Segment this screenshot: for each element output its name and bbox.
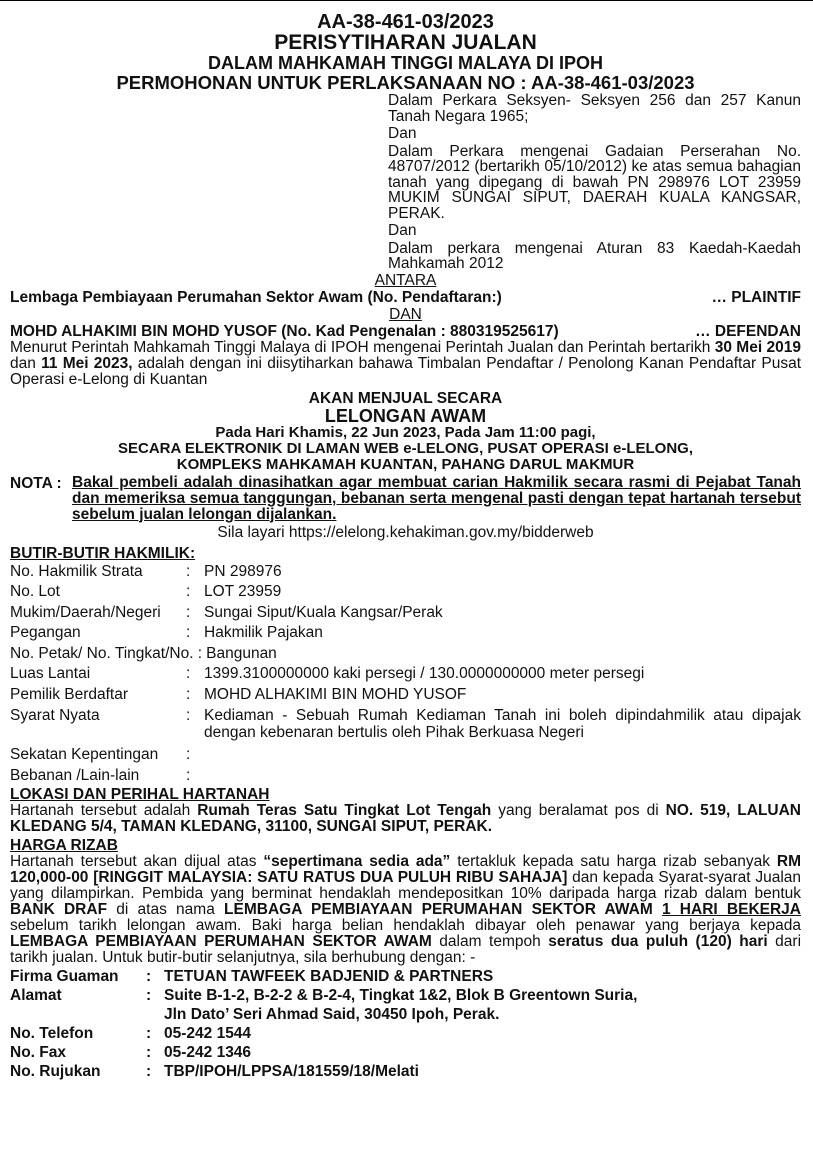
title-details-table [10, 562, 801, 787]
contact-value: TETUAN TAWFEEK BADJENID & PARTNERS [164, 968, 494, 985]
order-date-1: 30 Mei 2019 [714, 338, 801, 356]
reserve-paragraph [10, 854, 801, 966]
detail-colon: : [186, 562, 191, 580]
matter-dan-2: Dan [388, 222, 417, 239]
sale-proclamation-notice [10, 12, 801, 1081]
dan-label: DAN [389, 305, 422, 323]
matter-2: Dalam Perkara mengenai Gadaian Perserahan No. 48707/2012 (bertarikh 05/10/2012) ke atas semua bahagian tanah yang dipegang di bawah PN 298976 LOT 23959 MUKIM SUNGAI SIPUT, DAERAH KUALA KANGSAR, PERAK. [388, 142, 801, 222]
payee-name: LEMBAGA PEMBIAYAAN PERUMAHAN SEKTOR AWAM [224, 901, 653, 918]
detail-row [10, 685, 801, 706]
deadline-term: 1 HARI BEKERJA [661, 901, 801, 918]
auction-venue-1: SECARA ELEKTRONIK DI LAMAN WEB e-LELONG, PUSAT OPERASI e-LELONG, [117, 439, 694, 457]
reserve-text-4: di atas nama [107, 901, 225, 918]
auction-venue-2: KOMPLEKS MAHKAMAH KUANTAN, PAHANG DARUL MAKMUR [176, 455, 635, 473]
order-text-3: adalah dengan ini diisytiharkan bahawa Timbalan Pendaftar / Penolong Kanan Pendaftar Pusat Operasi e-Lelong di Kuantan [10, 354, 801, 388]
detail-key: Sekatan Kepentingan [10, 746, 159, 763]
contact-value: 05-242 1544 [164, 1025, 252, 1042]
reserve-heading: HARGA RIZAB [10, 837, 118, 854]
detail-value [204, 745, 801, 766]
plaintiff-role: … PLAINTIF [711, 288, 801, 306]
detail-row [10, 707, 801, 741]
defendant-role: … DEFENDAN [695, 322, 801, 340]
detail-key: Syarat Nyata [10, 707, 100, 724]
contact-key: No. Fax [10, 1044, 66, 1061]
location-text-2: yang beralamat pos di [491, 802, 666, 819]
detail-key: No. Lot [10, 583, 60, 600]
detail-colon: : [186, 624, 191, 641]
reserve-text-5 [653, 901, 662, 918]
detail-colon: : [186, 707, 191, 724]
reserve-text-1: Hartanah tersebut akan dijual atas [10, 853, 264, 870]
detail-value: PN 298976 [204, 562, 282, 580]
detail-key: No. Petak/ No. Tingkat/No. : [10, 644, 203, 662]
contact-value: TBP/IPOH/LPPSA/181559/18/Melati [164, 1063, 419, 1080]
detail-colon: : [186, 583, 191, 600]
reserve-text-3: dan kepada Syarat-syarat Jualan yang dilampirkan. Pembida yang berminat hendaklah mendepositkan 10% daripada harga rizab dalam bentuk [10, 869, 802, 902]
contact-row [10, 1043, 801, 1062]
reserve-text-8: dari tarikh jualan. Untuk butir-butir selanjutnya, sila berhubung dengan: - [10, 933, 802, 966]
order-date-2: 11 Mei 2023, [41, 354, 133, 372]
defendant-row [10, 323, 801, 340]
title-details-heading: BUTIR-BUTIR HAKMILIK: [10, 544, 196, 562]
contact-row [10, 967, 801, 986]
contact-key: No. Rujukan [10, 1063, 101, 1080]
auction-heading: LELONGAN AWAM [324, 405, 487, 426]
location-heading: LOKASI DAN PERIHAL HARTANAH [10, 786, 270, 803]
detail-row [10, 582, 801, 603]
detail-colon: : [186, 665, 191, 682]
address-line-1: Suite B-1-2, B-2-2 & B-2-4, Tingkat 1&2, Blok B Greentown Suria, [164, 987, 638, 1004]
detail-value: Bangunan [206, 644, 277, 662]
contact-colon: : [146, 1025, 152, 1042]
detail-value: 1399.3100000000 kaki persegi / 130.0000000000 meter persegi [204, 665, 645, 682]
location-text-1: Hartanah tersebut adalah [10, 802, 198, 819]
matter-3: Dalam perkara mengenai Aturan 83 Kaedah-Kaedah Mahkamah 2012 [388, 239, 801, 272]
detail-row [10, 664, 801, 685]
contact-value [164, 986, 801, 1024]
detail-key: No. Hakmilik Strata [10, 562, 143, 580]
detail-value: Hakmilik Pajakan [204, 624, 323, 641]
contact-colon: : [146, 1063, 152, 1080]
contact-row [10, 1062, 801, 1081]
matter-dan-1: Dan [388, 125, 417, 142]
detail-row [10, 603, 801, 624]
reserve-text-6: sebelum tarikh lelongan awam. Baki harga belian hendaklah dibayar oleh penawar yang berjaya kepada [10, 917, 801, 934]
detail-colon: : [186, 685, 191, 703]
payment-period: seratus dua puluh (120) hari [548, 933, 768, 950]
bank-draft-term: BANK DRAF [10, 901, 108, 918]
contact-value: 05-242 1346 [164, 1044, 252, 1061]
matter-1: Dalam Perkara Seksyen- Seksyen 256 dan 257 Kanun Tanah Negara 1965; [388, 92, 801, 125]
detail-value: Sungai Siput/Kuala Kangsar/Perak [204, 603, 443, 621]
contact-key: Alamat [10, 987, 62, 1004]
detail-colon: : [186, 746, 191, 763]
nota-text: Bakal pembeli adalah dinasihatkan agar membuat carian Hakmilik secara rasmi di Pejabat Tanah dan memeriksa semua tanggungan, bebanan serta mengenal pasti dengan tepat hartanah tersebut sebelum jualan lelongan dijalankan. [72, 473, 801, 523]
contact-colon: : [146, 968, 152, 985]
detail-key: Luas Lantai [10, 665, 91, 682]
contact-key: No. Telefon [10, 1025, 94, 1042]
detail-key: Mukim/Daerah/Negeri [10, 603, 161, 621]
detail-colon: : [186, 766, 191, 784]
payee-name-2: LEMBAGA PEMBIAYAAN PERUMAHAN SEKTOR AWAM [10, 933, 432, 950]
contact-row [10, 1024, 801, 1043]
plaintiff-row [10, 289, 801, 306]
auction-date: Pada Hari Khamis, 22 Jun 2023, Pada Jam 11:00 pagi, [215, 423, 596, 441]
nota-block [10, 475, 801, 523]
as-is-term: “sepertimana sedia ada” [263, 853, 451, 870]
order-paragraph [10, 340, 801, 388]
contact-colon: : [146, 1044, 152, 1061]
detail-value: Kediaman - Sebuah Rumah Kediaman Tanah ini boleh dipindahmilik atau dipajak dengan kebenaran bertulis oleh Pihak Berkuasa Negeri [204, 707, 801, 741]
bidder-web-link[interactable]: Sila layari https://elelong.kehakiman.gov.my/bidderweb [217, 523, 594, 541]
property-address: NO. 519, LALUAN KLEDANG 5/4, TAMAN KLEDANG, 31100, SUNGAI SIPUT, PERAK. [10, 802, 801, 835]
order-text-2: dan [10, 354, 42, 372]
matters-block [388, 93, 801, 272]
location-paragraph [10, 803, 801, 835]
sell-heading: AKAN MENJUAL SECARA [308, 389, 503, 407]
contact-row [10, 986, 801, 1024]
detail-row [10, 766, 801, 787]
detail-colon: : [186, 603, 191, 621]
reserve-text-7: dalam tempoh [431, 933, 549, 950]
reserve-text-2: tertakluk kepada satu harga rizab sebanyak [450, 853, 777, 870]
contact-key: Firma Guaman [10, 968, 119, 985]
detail-row [10, 745, 801, 766]
nota-label: NOTA : [10, 474, 62, 492]
court-name: DALAM MAHKAMAH TINGGI MALAYA DI IPOH [208, 53, 603, 73]
reserve-price: RM 120,000-00 [RINGGIT MALAYSIA: SATU RATUS DUA PULUH RIBU SAHAJA] [10, 853, 802, 886]
detail-key: Bebanan /Lain-lain [10, 766, 140, 784]
detail-row [10, 644, 801, 665]
detail-value: LOT 23959 [204, 583, 282, 600]
detail-key: Pegangan [10, 624, 81, 641]
detail-value [204, 766, 801, 787]
address-line-2: Jln Dato’ Seri Ahmad Said, 30450 Ipoh, Perak. [164, 1006, 500, 1023]
case-number: AA-38-461-03/2023 [317, 11, 494, 33]
order-text-1: Menurut Perintah Mahkamah Tinggi Malaya di IPOH mengenai Perintah Jualan dan Perintah bertarikh [10, 338, 715, 356]
contact-colon: : [146, 987, 152, 1004]
application-number: PERMOHONAN UNTUK PERLAKSANAAN NO : AA-38-461-03/2023 [116, 72, 695, 93]
antara-label: ANTARA [374, 271, 437, 289]
top-rule [0, 0, 813, 1]
notice-title: PERISYTIHARAN JUALAN [274, 31, 537, 54]
defendant-name: MOHD ALHAKIMI BIN MOHD YUSOF (No. Kad Pengenalan : 880319525617) [10, 322, 559, 340]
property-type: Rumah Teras Satu Tingkat Lot Tengah [197, 802, 492, 819]
detail-row [10, 623, 801, 644]
detail-row [10, 562, 801, 583]
detail-key: Pemilik Berdaftar [10, 685, 129, 703]
detail-value: MOHD ALHAKIMI BIN MOHD YUSOF [204, 685, 467, 703]
plaintiff-name: Lembaga Pembiayaan Perumahan Sektor Awam (No. Pendaftaran:) [10, 288, 502, 306]
contact-table [10, 967, 801, 1081]
